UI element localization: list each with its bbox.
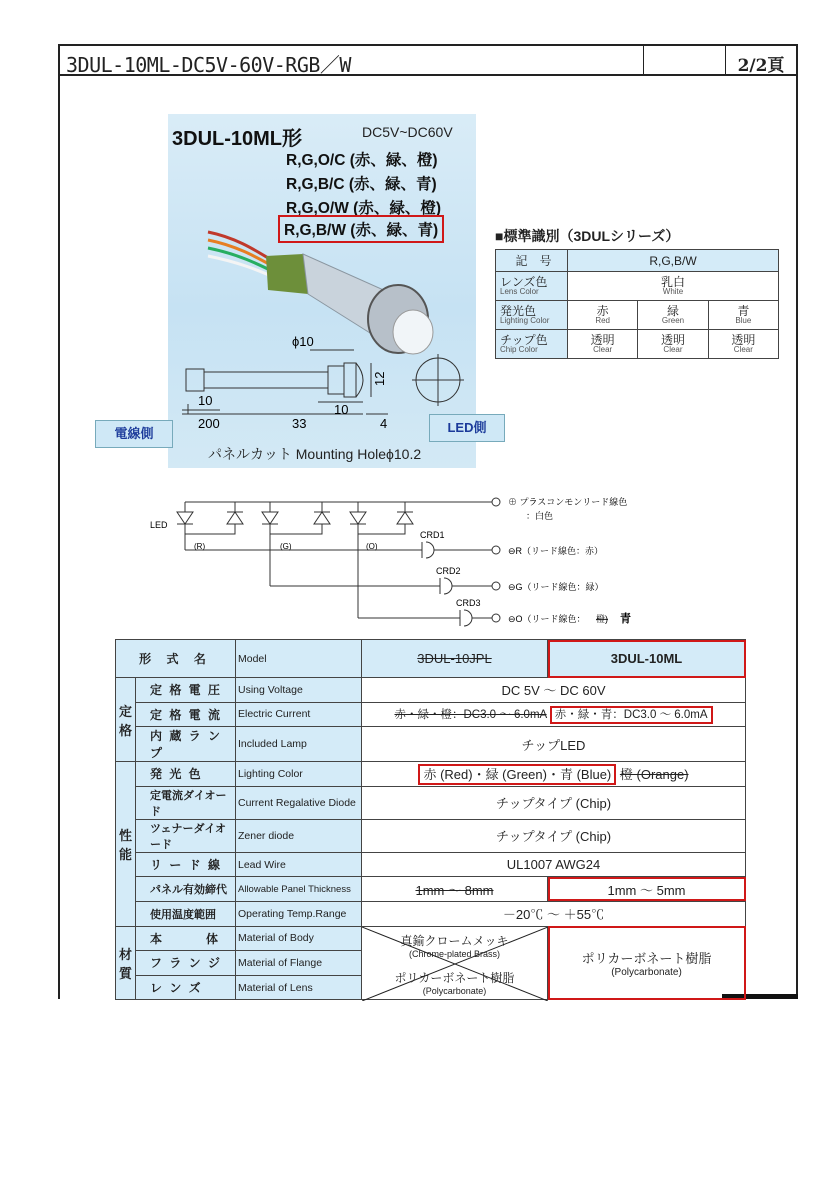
product-model: 3DUL-10ML形 <box>172 128 303 150</box>
spec-row <box>116 727 746 762</box>
mat-new: ポリカーボネート樹脂 <box>581 950 712 966</box>
std-light-2 <box>638 301 708 330</box>
model-new: 3DUL-10ML <box>548 640 746 678</box>
dim-10b: 10 <box>334 402 349 417</box>
std-chip-3 <box>708 330 778 359</box>
wire-side-label: 電線側 <box>95 420 173 448</box>
std-code-label: 記 号 <box>496 250 568 272</box>
spec-row <box>116 702 746 727</box>
dim-4: 4 <box>380 416 388 431</box>
spec-table <box>115 639 746 1000</box>
row-en: Lighting Color <box>236 762 362 787</box>
std-lens-label <box>496 272 568 301</box>
row-en: Electric Current <box>236 702 362 727</box>
led-r-label: (R) <box>194 542 206 551</box>
row-en: Using Voltage <box>236 678 362 703</box>
variant-4-highlighted: R,G,B/W (赤、緑、青) <box>278 215 444 243</box>
color-value <box>362 762 746 787</box>
light-2-en: Green <box>661 316 685 325</box>
row-en: Material of Lens <box>236 975 362 1000</box>
spec-row <box>116 678 746 703</box>
header-blank <box>644 46 726 74</box>
dim-33: 33 <box>292 416 307 431</box>
row-label: 本 体 <box>136 926 236 951</box>
lens-value-en: White <box>662 287 684 296</box>
row-en: Included Lamp <box>236 727 362 762</box>
mat-old1-en: (Chrome-plated Brass) <box>408 948 501 959</box>
row-en: Current Regalative Diode <box>236 786 362 819</box>
led-o-label: (O) <box>366 542 378 551</box>
current-new: 赤・緑・青：DC3.0 ～ 6.0mA <box>550 706 713 724</box>
panel-old-text: 1mm ～ 8mm <box>415 882 494 898</box>
group-material: 材質 <box>116 926 136 1000</box>
chip-jp: チップ色 <box>500 333 548 347</box>
std-table-title: ■標準識別（3DULシリーズ） <box>495 228 680 244</box>
light-2-jp: 緑 <box>666 304 679 318</box>
std-chip-label <box>496 330 568 359</box>
model-old-text: 3DUL-10JPL <box>417 651 492 666</box>
common-label: ⊕ プラスコンモンリード線色 <box>508 497 628 507</box>
mat-old2-en: (Polycarbonate) <box>422 985 487 996</box>
light-en: Lighting Color <box>500 316 550 325</box>
variant-2: R,G,B/C (赤、緑、青) <box>286 176 437 193</box>
spec-row <box>116 786 746 819</box>
model-label: 形 式 名 <box>116 640 236 678</box>
lens-value-jp: 乳白 <box>660 275 685 289</box>
lead-g-label: ⊖G（リード線色：緑） <box>508 582 604 592</box>
dim-10a: 10 <box>198 393 213 408</box>
row-label: 定 格 電 圧 <box>136 678 236 703</box>
dim-12: 12 <box>372 371 387 386</box>
spec-row-model <box>116 640 746 678</box>
spec-row <box>116 877 746 902</box>
row-en: Lead Wire <box>236 852 362 877</box>
row-en: Zener diode <box>236 819 362 852</box>
dimension-drawing-icon <box>182 350 464 414</box>
spec-row <box>116 819 746 852</box>
row-label: 定電流ダイオード <box>136 786 236 819</box>
common-color: ：白色 <box>526 511 554 521</box>
color-new: 赤 (Red)・緑 (Green)・青 (Blue) <box>418 764 616 785</box>
row-value: チップタイプ (Chip) <box>362 786 746 819</box>
mat-new-en: (Polycarbonate) <box>611 966 682 978</box>
product-voltage: DC5V~DC60V <box>362 124 453 140</box>
std-table <box>495 249 779 359</box>
std-light-label <box>496 301 568 330</box>
dim-phi10: ϕ10 <box>292 334 314 349</box>
std-light-3 <box>708 301 778 330</box>
material-old <box>362 926 548 1000</box>
std-chip-1 <box>568 330 638 359</box>
chip-2-jp: 透明 <box>660 333 685 347</box>
variant-3: R,G,O/W (赤、緑、橙) <box>286 200 441 217</box>
lead-o-new: 青 <box>620 613 631 625</box>
light-1-jp: 赤 <box>596 304 609 318</box>
lead-r-label: ⊖R（リード線色：赤） <box>508 546 604 556</box>
std-lens-value <box>568 272 779 301</box>
led-side-label: LED側 <box>429 414 505 442</box>
spec-row <box>116 901 746 926</box>
material-new <box>548 926 746 1000</box>
row-en: Allowable Panel Thickness <box>236 877 362 902</box>
row-label: パネル有効締代 <box>136 877 236 902</box>
led-label: LED <box>150 520 168 530</box>
std-code-value: R,G,B/W <box>568 250 779 272</box>
row-en: Material of Flange <box>236 951 362 976</box>
spec-row <box>116 852 746 877</box>
std-light-1 <box>568 301 638 330</box>
panel-old <box>362 877 548 902</box>
row-label: 定 格 電 流 <box>136 702 236 727</box>
row-label: 発 光 色 <box>136 762 236 787</box>
crd2-label: CRD2 <box>436 566 461 576</box>
row-en: Material of Body <box>236 926 362 951</box>
variant-1: R,G,O/C (赤、緑、橙) <box>286 152 438 169</box>
std-row-light <box>496 301 779 330</box>
color-old: 橙 (Orange) <box>619 767 689 783</box>
spec-row <box>116 762 746 787</box>
chip-3-jp: 透明 <box>731 333 756 347</box>
chip-1-en: Clear <box>593 345 613 354</box>
row-label: レ ン ズ <box>136 975 236 1000</box>
mounting-hole-label: パネルカット Mounting Holeϕ10.2 <box>208 446 422 462</box>
light-1-en: Red <box>595 316 610 325</box>
led-g-label: (G) <box>280 542 292 551</box>
header <box>58 44 798 76</box>
group-rating: 定格 <box>116 678 136 762</box>
row-value: －20℃ ～ ＋55℃ <box>362 901 746 926</box>
circuit-diagram <box>0 490 835 630</box>
lead-o-label: ⊖O（リード線色： <box>508 614 586 624</box>
row-en: Operating Temp.Range <box>236 901 362 926</box>
group-performance: 性能 <box>116 762 136 926</box>
doc-title: 3DUL-10ML-DC5V-60V-RGB／W <box>60 46 644 74</box>
model-en: Model <box>236 640 362 678</box>
row-label: 内 蔵 ラ ン プ <box>136 727 236 762</box>
row-value: UL1007 AWG24 <box>362 852 746 877</box>
mat-old2: ポリカーボネート樹脂 <box>394 970 515 985</box>
chip-3-en: Clear <box>733 345 753 354</box>
mat-old1: 真鍮クロームメッキ <box>400 933 509 948</box>
std-chip-2 <box>638 330 708 359</box>
light-3-jp: 青 <box>737 304 750 318</box>
current-old: 赤・緑・橙：DC3.0 ～ 6.0mA <box>394 709 547 722</box>
model-old <box>362 640 548 678</box>
crd3-label: CRD3 <box>456 598 481 608</box>
chip-en: Chip Color <box>500 345 538 354</box>
row-label: 使用温度範囲 <box>136 901 236 926</box>
page-number: 2/2頁 <box>737 56 785 76</box>
lens-jp: レンズ色 <box>500 275 548 289</box>
row-label: フ ラ ン ジ <box>136 951 236 976</box>
chip-2-en: Clear <box>663 345 683 354</box>
lens-en: Lens Color <box>500 287 539 296</box>
row-value: DC 5V ～ DC 60V <box>362 678 746 703</box>
std-row-lens <box>496 272 779 301</box>
crd1-label: CRD1 <box>420 530 445 540</box>
light-3-en: Blue <box>735 316 752 325</box>
std-row-code <box>496 250 779 272</box>
lead-o-old: 橙) <box>596 614 608 624</box>
row-value: チップタイプ (Chip) <box>362 819 746 852</box>
light-jp: 発光色 <box>500 304 537 318</box>
row-value: チップLED <box>362 727 746 762</box>
row-label: ツェナーダイオード <box>136 819 236 852</box>
current-value <box>362 702 746 727</box>
std-row-chip <box>496 330 779 359</box>
row-label: リ ー ド 線 <box>136 852 236 877</box>
spec-row <box>116 926 746 951</box>
dim-200: 200 <box>198 416 220 431</box>
chip-1-jp: 透明 <box>590 333 615 347</box>
panel-new: 1mm ～ 5mm <box>548 877 746 902</box>
